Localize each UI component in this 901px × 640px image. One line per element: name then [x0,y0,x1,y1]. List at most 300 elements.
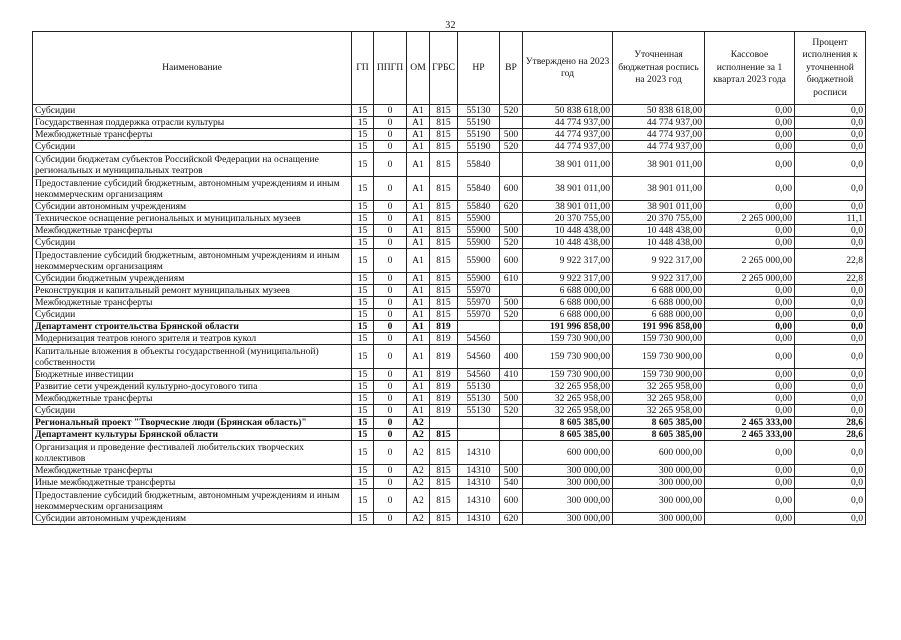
cell-approved: 32 265 958,00 [523,381,613,393]
cell-grbs: 815 [430,105,458,117]
cell-om: А2 [407,441,430,465]
cell-om: А1 [407,405,430,417]
cell-cash: 0,00 [705,285,795,297]
cell-gp: 15 [352,441,374,465]
cell-gp: 15 [352,345,374,369]
cell-cash: 0,00 [705,201,795,213]
cell-percent: 0,0 [795,381,866,393]
cell-gp: 15 [352,513,374,525]
cell-om: А2 [407,513,430,525]
cell-cash: 0,00 [705,393,795,405]
cell-cash: 0,00 [705,309,795,321]
cell-percent: 22,8 [795,249,866,273]
cell-nr: 55900 [458,273,500,285]
cell-gp: 15 [352,381,374,393]
cell-refined: 10 448 438,00 [613,225,705,237]
cell-percent: 0,0 [795,513,866,525]
cell-vr [500,153,523,177]
cell-name: Департамент культуры Брянской области [33,429,352,441]
cell-percent: 0,0 [795,225,866,237]
cell-name: Развитие сети учреждений культурно-досугового типа [33,381,352,393]
cell-cash: 0,00 [705,321,795,333]
cell-gp: 15 [352,489,374,513]
cell-gp: 15 [352,285,374,297]
cell-approved: 44 774 937,00 [523,129,613,141]
cell-ppgp: 0 [374,297,407,309]
cell-nr: 55840 [458,201,500,213]
cell-approved: 32 265 958,00 [523,393,613,405]
cell-refined: 50 838 618,00 [613,105,705,117]
cell-grbs: 815 [430,465,458,477]
cell-om: А2 [407,477,430,489]
cell-gp: 15 [352,237,374,249]
cell-cash: 0,00 [705,225,795,237]
cell-ppgp: 0 [374,321,407,333]
cell-vr: 600 [500,489,523,513]
cell-cash: 0,00 [705,381,795,393]
cell-grbs [430,417,458,429]
table-row [33,153,866,177]
table-row [33,117,866,129]
cell-gp: 15 [352,177,374,201]
cell-om: А1 [407,153,430,177]
cell-approved: 38 901 011,00 [523,153,613,177]
cell-cash: 0,00 [705,105,795,117]
cell-cash: 0,00 [705,369,795,381]
cell-grbs: 819 [430,381,458,393]
cell-ppgp: 0 [374,249,407,273]
cell-grbs: 815 [430,309,458,321]
cell-cash: 0,00 [705,405,795,417]
cell-ppgp: 0 [374,141,407,153]
cell-nr: 55970 [458,297,500,309]
cell-percent: 11,1 [795,213,866,225]
cell-vr: 500 [500,129,523,141]
cell-om: А1 [407,345,430,369]
cell-name: Субсидии [33,309,352,321]
cell-gp: 15 [352,225,374,237]
cell-approved: 300 000,00 [523,489,613,513]
table-row [33,477,866,489]
cell-approved: 20 370 755,00 [523,213,613,225]
cell-name: Субсидии [33,237,352,249]
cell-grbs: 815 [430,201,458,213]
header-approved: Утверждено на 2023 год [523,32,613,105]
cell-percent: 0,0 [795,465,866,477]
cell-ppgp: 0 [374,225,407,237]
cell-percent: 22,8 [795,273,866,285]
table-row [33,225,866,237]
cell-name: Иные межбюджетные трансферты [33,477,352,489]
cell-gp: 15 [352,309,374,321]
cell-vr: 600 [500,249,523,273]
cell-grbs: 819 [430,405,458,417]
cell-approved: 8 605 385,00 [523,417,613,429]
cell-om: А1 [407,213,430,225]
header-percent: Процент исполнения к уточненной бюджетной росписи [795,32,866,105]
cell-om: А2 [407,429,430,441]
table-row [33,141,866,153]
table-row [33,237,866,249]
cell-vr: 620 [500,513,523,525]
cell-om: А1 [407,309,430,321]
cell-gp: 15 [352,105,374,117]
cell-grbs: 815 [430,441,458,465]
cell-refined: 300 000,00 [613,477,705,489]
cell-om: А1 [407,105,430,117]
cell-vr: 540 [500,477,523,489]
cell-nr: 54560 [458,345,500,369]
cell-refined: 32 265 958,00 [613,381,705,393]
cell-name: Межбюджетные трансферты [33,297,352,309]
cell-cash: 0,00 [705,345,795,369]
cell-vr: 500 [500,393,523,405]
cell-ppgp: 0 [374,273,407,285]
cell-cash: 0,00 [705,177,795,201]
cell-approved: 10 448 438,00 [523,237,613,249]
cell-grbs: 819 [430,321,458,333]
cell-nr [458,429,500,441]
cell-ppgp: 0 [374,429,407,441]
cell-refined: 44 774 937,00 [613,129,705,141]
cell-cash: 0,00 [705,333,795,345]
cell-approved: 300 000,00 [523,477,613,489]
cell-nr [458,417,500,429]
cell-grbs: 819 [430,369,458,381]
cell-refined: 44 774 937,00 [613,117,705,129]
table-row [33,369,866,381]
cell-ppgp: 0 [374,177,407,201]
table-row [33,405,866,417]
table-row [33,249,866,273]
cell-approved: 10 448 438,00 [523,225,613,237]
cell-cash: 2 465 333,00 [705,417,795,429]
cell-om: А1 [407,285,430,297]
cell-percent: 0,0 [795,321,866,333]
cell-percent: 0,0 [795,237,866,249]
cell-refined: 300 000,00 [613,513,705,525]
cell-refined: 191 996 858,00 [613,321,705,333]
cell-grbs: 819 [430,345,458,369]
cell-percent: 0,0 [795,333,866,345]
cell-gp: 15 [352,273,374,285]
cell-vr [500,333,523,345]
cell-ppgp: 0 [374,489,407,513]
cell-ppgp: 0 [374,213,407,225]
cell-cash: 2 265 000,00 [705,249,795,273]
cell-om: А1 [407,273,430,285]
cell-name: Субсидии бюджетам субъектов Российской Федерации на оснащение региональных и муниципальных театров [33,153,352,177]
cell-grbs: 815 [430,153,458,177]
cell-cash: 0,00 [705,117,795,129]
cell-om: А2 [407,417,430,429]
cell-percent: 0,0 [795,201,866,213]
table-row [33,489,866,513]
cell-vr [500,321,523,333]
cell-name: Реконструкция и капитальный ремонт муниципальных музеев [33,285,352,297]
cell-gp: 15 [352,321,374,333]
cell-name: Субсидии [33,141,352,153]
cell-grbs: 815 [430,477,458,489]
cell-vr [500,441,523,465]
cell-ppgp: 0 [374,285,407,297]
cell-name: Организация и проведение фестивалей любительских творческих коллективов [33,441,352,465]
cell-cash: 0,00 [705,441,795,465]
cell-ppgp: 0 [374,105,407,117]
cell-cash: 0,00 [705,141,795,153]
cell-name: Государственная поддержка отрасли культуры [33,117,352,129]
cell-grbs: 819 [430,393,458,405]
cell-refined: 159 730 900,00 [613,369,705,381]
cell-gp: 15 [352,429,374,441]
cell-approved: 6 688 000,00 [523,297,613,309]
cell-vr: 520 [500,237,523,249]
cell-grbs: 815 [430,117,458,129]
cell-nr: 55900 [458,225,500,237]
cell-approved: 9 922 317,00 [523,273,613,285]
cell-nr: 55190 [458,141,500,153]
header-vr: ВР [500,32,523,105]
cell-gp: 15 [352,129,374,141]
cell-refined: 9 922 317,00 [613,249,705,273]
cell-approved: 159 730 900,00 [523,369,613,381]
cell-refined: 6 688 000,00 [613,297,705,309]
cell-grbs: 815 [430,237,458,249]
cell-cash: 2 465 333,00 [705,429,795,441]
cell-percent: 0,0 [795,153,866,177]
table-row [33,177,866,201]
cell-vr: 500 [500,225,523,237]
table-row [33,441,866,465]
cell-refined: 159 730 900,00 [613,345,705,369]
cell-nr: 55900 [458,237,500,249]
cell-ppgp: 0 [374,405,407,417]
cell-name: Модернизация театров юного зрителя и театров кукол [33,333,352,345]
cell-refined: 44 774 937,00 [613,141,705,153]
cell-om: А1 [407,297,430,309]
cell-cash: 0,00 [705,513,795,525]
cell-om: А1 [407,369,430,381]
cell-approved: 159 730 900,00 [523,333,613,345]
cell-approved: 8 605 385,00 [523,429,613,441]
cell-vr [500,429,523,441]
cell-percent: 0,0 [795,141,866,153]
cell-name: Предоставление субсидий бюджетным, автономным учреждениям и иным некоммерческим организациям [33,249,352,273]
cell-gp: 15 [352,417,374,429]
cell-approved: 300 000,00 [523,513,613,525]
cell-vr: 520 [500,405,523,417]
cell-om: А1 [407,201,430,213]
cell-name: Межбюджетные трансферты [33,129,352,141]
cell-refined: 38 901 011,00 [613,177,705,201]
cell-om: А1 [407,177,430,201]
cell-percent: 0,0 [795,393,866,405]
table-row [33,309,866,321]
table-row [33,273,866,285]
cell-approved: 44 774 937,00 [523,117,613,129]
cell-approved: 44 774 937,00 [523,141,613,153]
cell-vr: 610 [500,273,523,285]
cell-approved: 159 730 900,00 [523,345,613,369]
cell-percent: 0,0 [795,369,866,381]
cell-approved: 6 688 000,00 [523,285,613,297]
cell-name: Межбюджетные трансферты [33,465,352,477]
cell-ppgp: 0 [374,201,407,213]
cell-om: А1 [407,225,430,237]
cell-nr: 55840 [458,177,500,201]
cell-grbs: 815 [430,225,458,237]
cell-gp: 15 [352,213,374,225]
cell-nr: 14310 [458,441,500,465]
cell-vr [500,213,523,225]
cell-refined: 8 605 385,00 [613,417,705,429]
cell-percent: 0,0 [795,477,866,489]
cell-vr [500,381,523,393]
cell-nr: 14310 [458,489,500,513]
cell-name: Предоставление субсидий бюджетным, автономным учреждениям и иным некоммерческим организациям [33,177,352,201]
cell-gp: 15 [352,465,374,477]
cell-name: Субсидии [33,105,352,117]
cell-nr: 55190 [458,117,500,129]
cell-name: Субсидии автономным учреждениям [33,513,352,525]
cell-ppgp: 0 [374,153,407,177]
cell-gp: 15 [352,249,374,273]
cell-gp: 15 [352,477,374,489]
cell-vr: 500 [500,297,523,309]
table-row [33,465,866,477]
cell-gp: 15 [352,297,374,309]
cell-ppgp: 0 [374,237,407,249]
cell-percent: 28,6 [795,429,866,441]
cell-nr: 55130 [458,105,500,117]
cell-nr: 55130 [458,405,500,417]
header-refined: Уточненная бюджетная роспись на 2023 год [613,32,705,105]
table-row [33,393,866,405]
cell-om: А1 [407,321,430,333]
cell-refined: 32 265 958,00 [613,393,705,405]
cell-cash: 0,00 [705,237,795,249]
cell-vr [500,417,523,429]
cell-percent: 0,0 [795,309,866,321]
cell-name: Техническое оснащение региональных и муниципальных музеев [33,213,352,225]
cell-nr [458,321,500,333]
cell-refined: 38 901 011,00 [613,153,705,177]
cell-refined: 20 370 755,00 [613,213,705,225]
cell-om: А1 [407,381,430,393]
table-row [33,129,866,141]
cell-percent: 0,0 [795,297,866,309]
header-name: Наименование [33,32,352,105]
cell-percent: 0,0 [795,405,866,417]
cell-gp: 15 [352,369,374,381]
cell-nr: 55970 [458,309,500,321]
cell-nr: 55190 [458,129,500,141]
cell-grbs: 815 [430,513,458,525]
cell-approved: 300 000,00 [523,465,613,477]
cell-refined: 32 265 958,00 [613,405,705,417]
cell-om: А1 [407,237,430,249]
cell-name: Предоставление субсидий бюджетным, автономным учреждениям и иным некоммерческим организациям [33,489,352,513]
cell-cash: 0,00 [705,129,795,141]
cell-cash: 0,00 [705,489,795,513]
cell-cash: 2 265 000,00 [705,273,795,285]
cell-name: Региональный проект "Творческие люди (Брянская область)" [33,417,352,429]
table-row [33,417,866,429]
table-row [33,213,866,225]
cell-grbs: 815 [430,177,458,201]
cell-approved: 9 922 317,00 [523,249,613,273]
cell-gp: 15 [352,405,374,417]
cell-om: А1 [407,249,430,273]
cell-refined: 6 688 000,00 [613,309,705,321]
cell-ppgp: 0 [374,117,407,129]
cell-refined: 600 000,00 [613,441,705,465]
cell-refined: 300 000,00 [613,489,705,513]
table-row [33,321,866,333]
cell-name: Субсидии автономным учреждениям [33,201,352,213]
table-row [33,285,866,297]
cell-vr: 520 [500,105,523,117]
table-row [33,513,866,525]
cell-approved: 38 901 011,00 [523,201,613,213]
cell-percent: 0,0 [795,489,866,513]
cell-nr: 14310 [458,465,500,477]
cell-percent: 0,0 [795,345,866,369]
cell-ppgp: 0 [374,477,407,489]
cell-ppgp: 0 [374,369,407,381]
cell-grbs: 815 [430,429,458,441]
cell-approved: 6 688 000,00 [523,309,613,321]
cell-nr: 54560 [458,333,500,345]
cell-name: Департамент строительства Брянской области [33,321,352,333]
cell-grbs: 819 [430,333,458,345]
cell-om: А1 [407,129,430,141]
cell-approved: 32 265 958,00 [523,405,613,417]
cell-percent: 0,0 [795,129,866,141]
cell-percent: 0,0 [795,177,866,201]
cell-grbs: 815 [430,141,458,153]
cell-vr [500,117,523,129]
header-gp: ГП [352,32,374,105]
cell-ppgp: 0 [374,417,407,429]
cell-approved: 600 000,00 [523,441,613,465]
cell-percent: 28,6 [795,417,866,429]
cell-nr: 55130 [458,393,500,405]
cell-nr: 54560 [458,369,500,381]
cell-grbs: 815 [430,213,458,225]
cell-ppgp: 0 [374,309,407,321]
cell-ppgp: 0 [374,381,407,393]
cell-name: Межбюджетные трансферты [33,225,352,237]
cell-ppgp: 0 [374,441,407,465]
page-number: 32 [445,20,456,31]
table-row [33,429,866,441]
cell-nr: 14310 [458,513,500,525]
cell-percent: 0,0 [795,441,866,465]
table-header-row [33,32,866,105]
cell-percent: 0,0 [795,285,866,297]
cell-gp: 15 [352,117,374,129]
cell-nr: 55900 [458,213,500,225]
cell-gp: 15 [352,153,374,177]
cell-om: А2 [407,465,430,477]
cell-om: А1 [407,117,430,129]
cell-name: Субсидии бюджетным учреждениям [33,273,352,285]
cell-grbs: 815 [430,489,458,513]
cell-gp: 15 [352,141,374,153]
cell-approved: 38 901 011,00 [523,177,613,201]
table-row [33,297,866,309]
